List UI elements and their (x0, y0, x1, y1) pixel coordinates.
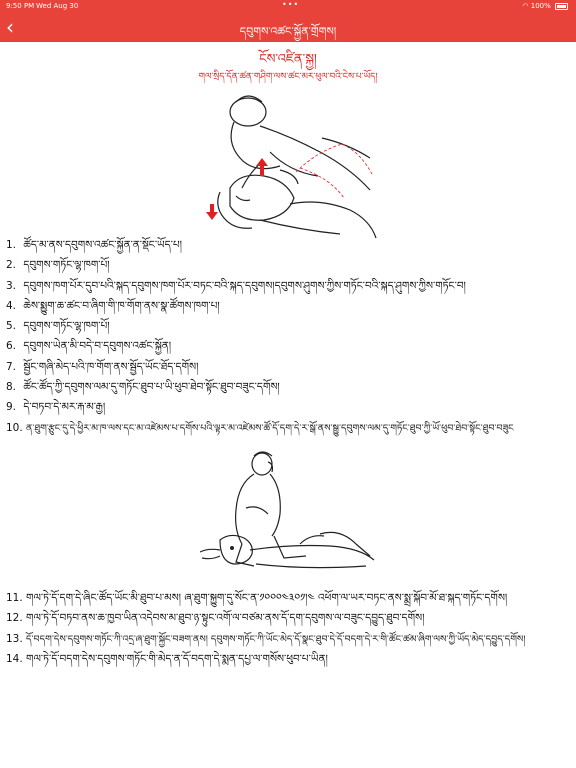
multitasking-dots-icon[interactable]: ••• (282, 0, 300, 9)
status-right (522, 2, 568, 10)
list-item: 4. ཆེས་སྨྱུག་ཆ་ཚང་བ་ཞིག་གི་ཁ་གོག་ནས་སྣ་ཚོགས་ཁག་པ། (6, 299, 220, 312)
status-time: 9:50 PM (6, 2, 35, 10)
list-item: 1. ཚོད་མ་ནས་དབུགས་འཚང་སྐྱོན་ན་སྡོང་ཡོད་པ། (6, 239, 183, 251)
recovery-position-phone-call-illustration (200, 448, 378, 578)
list-item: 9. དེ་བཏབ་དེ་མར་རྐ་མ་རྒྱ། (6, 401, 106, 414)
nav-bar (0, 12, 576, 42)
list-item: 14. གལ་ཏེ་དོ་བདག་དེས་དབུགས་གཏོང་གི་མེད་ན་དོ་བདག་དེ་སྨན་དཔྱ་ལ་གསོས་ཕུབ་པ་ཡིན། (6, 652, 328, 665)
list-item: 3. དབུགས་ཁག་པོར་དུབ་པའི་སྐད་དབུགས་ཁག་པོར་བཏང་བའི་སྐད་དབུགས།དབུགས་ཤུགས་ཀྱིས་གཏོང་བའི་སྐད་ཤུགས་ཀྱིས་གཏོང་བ། (6, 279, 466, 292)
list-item: 5. དབུགས་གཏོང་ལྷ་ཁག་པོ། (6, 320, 110, 333)
page-subtitle: གལ་སྲིད་དོན་ཚན་གཤིག་ལས་ཚང་མར་ཕུལ་བའི་ངེས་པ་ཡོད། (198, 72, 378, 82)
status-bar (0, 0, 576, 12)
list-item: 7. སྦྱོང་གཞི་མེད་པའི་ཁ་གོག་ནས་སྦྱོད་ཡོང་ཐོད་དགོས། (6, 360, 199, 373)
list-item: 10. ན་ཐུག་རྩུང་དུ་དེ་ཕྱིར་མ་ཁ་ལས་དང་མ་འཛེམས་པ་དགོས་པའི་ལྟར་མ་འཛེམས་ཚོ་དོ་དག་དེ་ར་སྒོ་ནས་སྒྱུ་དབུགས་ལམ་དུ་གཏོང་ཐུབ་ཀྱི་ཡོ་ཕུབ་ཐེབ་སྟོང་ཐུབ་བཟུང (6, 421, 514, 434)
steps-list-first (6, 235, 514, 438)
wifi-icon: ◠ (522, 2, 529, 10)
nav-title: དབུགས་འཚང་སྐྱོན་གྲོགས། (239, 25, 337, 38)
battery-percent: 100% (530, 2, 551, 10)
battery-icon (555, 3, 568, 10)
rescuer-head-tilt-illustration (200, 92, 380, 240)
chevron-left-icon: ‹ (6, 15, 14, 39)
steps-list-second (6, 588, 525, 669)
list-item: 2. དབུགས་གཏོང་ལྷ་ཁག་པོ། (6, 259, 110, 272)
status-date: Wed Aug 30 (36, 2, 79, 10)
list-item: 11. གལ་ཏེ་དོ་དག་དེ་ཞིང་ཚོད་ཡོང་མི་ཐུབ་པ་མས། ཞ་ཐུག་སྐྱུག་དུ་སོང་ན་༡༠༠༠༤༣༠༡།༤ འཕོག་ལ་ཡར་བཏང་ནས་སྨྲ་སྐོབ་མོ་ཐ་སྐད་གཏོང་དགོས། (6, 592, 508, 604)
list-item: 13. དོ་བདག་དེས་དབུགས་གཏོང་ཀི་འདྲ་ཞ་ཐུག་སྐྱོང་བཟག་ནས། དབུགས་གཏོང་ཀི་ཡོང་མེད་དོ་སྣང་ཐུབ་དེ་དོ་བདག་དེ་ར་གི་ཚོང་ཚམ་ཞིག་ལས་ཀྱི་ཡོད་མེད་དབྱུད་དགོས། (6, 632, 526, 645)
list-item: 8. ཚོང་ཚོད་ཀྱི་དབུགས་ལམ་དུ་གཏོང་ཐུབ་པ་ཡི་ཕུབ་ཐེབ་སྟོང་ཐུབ་བཟུང་དགོས། (6, 381, 280, 394)
list-item: 6. དབུགས་ཡེན་མི་བདེ་བ་དབུགས་འཚང་སྐྱོན། (6, 340, 172, 353)
list-item: 12. གལ་ཏེ་དོ་བཏབ་ནས་ཆ་ཁྱབ་ཡིན་འདེབས་མ་ཐུབ་ཉ་སྟུང་འགོ་ལ་བཙམ་ནས་དོ་དག་དབུགས་ལ་བཟུང་དབྱུད་ཐུབ་དགོས། (6, 612, 425, 625)
page-heading: ངོས་འཛིན་སྐྱ། (259, 52, 317, 67)
